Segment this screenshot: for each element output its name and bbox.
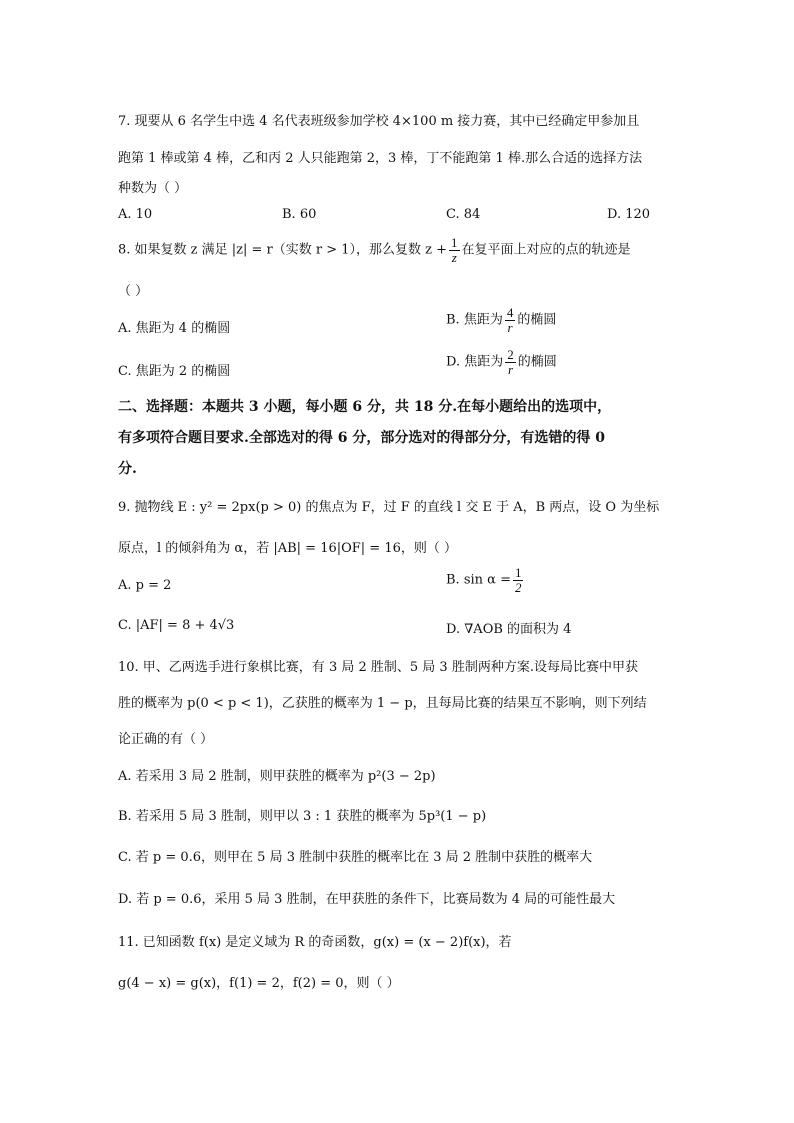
q9-option-b-pre: B. sin α = xyxy=(446,572,511,588)
q7-option-a: A. 10 xyxy=(118,207,153,222)
q8-option-b-fraction xyxy=(505,306,516,334)
q9-line1: 9. 抛物线 E : y² = 2px(p > 0) 的焦点为 F，过 F 的直线 l 交 E 于 A，B 两点，设 O 为坐标 xyxy=(118,500,660,515)
q8-option-d-post: 的椭圆 xyxy=(517,354,557,370)
q10-option-d: D. 若 p = 0.6，采用 5 局 3 胜制，在甲获胜的条件下，比赛局数为 4 局的可能性最大 xyxy=(118,892,616,907)
q10-option-a: A. 若采用 3 局 2 胜制，则甲获胜的概率为 p²(3 − 2p) xyxy=(118,769,436,784)
q8-line2: （ ） xyxy=(118,284,149,299)
q8-fraction xyxy=(449,236,460,264)
q8-option-b xyxy=(446,306,556,334)
q8-frac-num: 1 xyxy=(451,235,458,250)
q10-line3: 论正确的有（ ） xyxy=(118,732,214,747)
q11-line1: 11. 已知函数 f(x) 是定义域为 R 的奇函数，g(x) = (x − 2)f(x)，若 xyxy=(118,935,512,950)
q8-option-c: C. 焦距为 2 的椭圆 xyxy=(118,364,231,379)
q8-line1 xyxy=(118,236,631,264)
q9-option-a: A. p = 2 xyxy=(118,578,172,593)
q11-line2: g(4 − x) = g(x)，f(1) = 2，f(2) = 0，则（ ） xyxy=(118,976,400,991)
q9-line2: 原点，l 的倾斜角为 α，若 |AB| = 16|OF| = 16，则（ ） xyxy=(118,541,458,556)
q8-option-a: A. 焦距为 4 的椭圆 xyxy=(118,321,231,336)
q9-option-b-fraction xyxy=(513,566,524,594)
q8-option-b-den: r xyxy=(507,319,513,335)
section-2-line2: 有多项符合题目要求.全部选对的得 6 分，部分选对的得部分分，有选错的得 0 xyxy=(118,430,605,446)
q7-line1: 7. 现要从 6 名学生中选 4 名代表班级参加学校 4×100 m 接力赛，其中已经确定甲参加且 xyxy=(118,114,640,129)
q9-option-b-num: 1 xyxy=(514,565,522,580)
q7-line3: 种数为（ ） xyxy=(118,181,188,196)
q10-option-c: C. 若 p = 0.6，则甲在 5 局 3 胜制中获胜的概率比在 3 局 2 胜制中获胜的概率大 xyxy=(118,850,593,865)
q8-option-d-fraction xyxy=(505,348,516,376)
q7-option-c: C. 84 xyxy=(446,207,481,222)
q7-option-b: B. 60 xyxy=(282,207,317,222)
q8-option-d-den: r xyxy=(507,361,514,377)
q7-line2: 跑第 1 棒或第 4 棒，乙和丙 2 人只能跑第 2，3 棒，丁不能跑第 1 棒.那么合适的选择方法 xyxy=(118,151,643,166)
q8-option-b-post: 的椭圆 xyxy=(517,312,557,328)
q10-line2: 胜的概率为 p(0 < p < 1)，乙获胜的概率为 1 − p，且每局比赛的结果互不影响，则下列结 xyxy=(118,696,647,711)
q8-stem-post: 在复平面上对应的点的轨迹是 xyxy=(461,242,631,258)
q7-option-d: D. 120 xyxy=(607,207,651,222)
q8-option-b-pre: B. 焦距为 xyxy=(446,312,503,328)
q9-option-b-den: 2 xyxy=(514,579,522,595)
q8-option-d-num: 2 xyxy=(507,347,514,362)
q9-option-c: C. |AF| = 8 + 4√3 xyxy=(118,618,235,633)
q8-frac-den: z xyxy=(451,249,457,265)
q9-option-d: D. ∇AOB 的面积为 4 xyxy=(446,622,572,637)
section-2-line3: 分. xyxy=(118,461,137,477)
q8-stem-pre: 8. 如果复数 z 满足 |z| = r（实数 r > 1），那么复数 z + xyxy=(118,242,448,258)
q10-line1: 10. 甲、乙两选手进行象棋比赛，有 3 局 2 胜制、5 局 3 胜制两种方案.设每局比赛中甲获 xyxy=(118,660,638,675)
section-2-line1: 二、选择题：本题共 3 小题，每小题 6 分，共 18 分.在每小题给出的选项中， xyxy=(118,399,612,415)
q8-option-d-pre: D. 焦距为 xyxy=(446,354,504,370)
q8-option-d xyxy=(446,348,557,376)
q10-option-b: B. 若采用 5 局 3 胜制，则甲以 3 : 1 获胜的概率为 5p³(1 − p) xyxy=(118,809,487,824)
q8-option-b-num: 4 xyxy=(506,305,514,320)
q9-option-b xyxy=(446,566,525,594)
